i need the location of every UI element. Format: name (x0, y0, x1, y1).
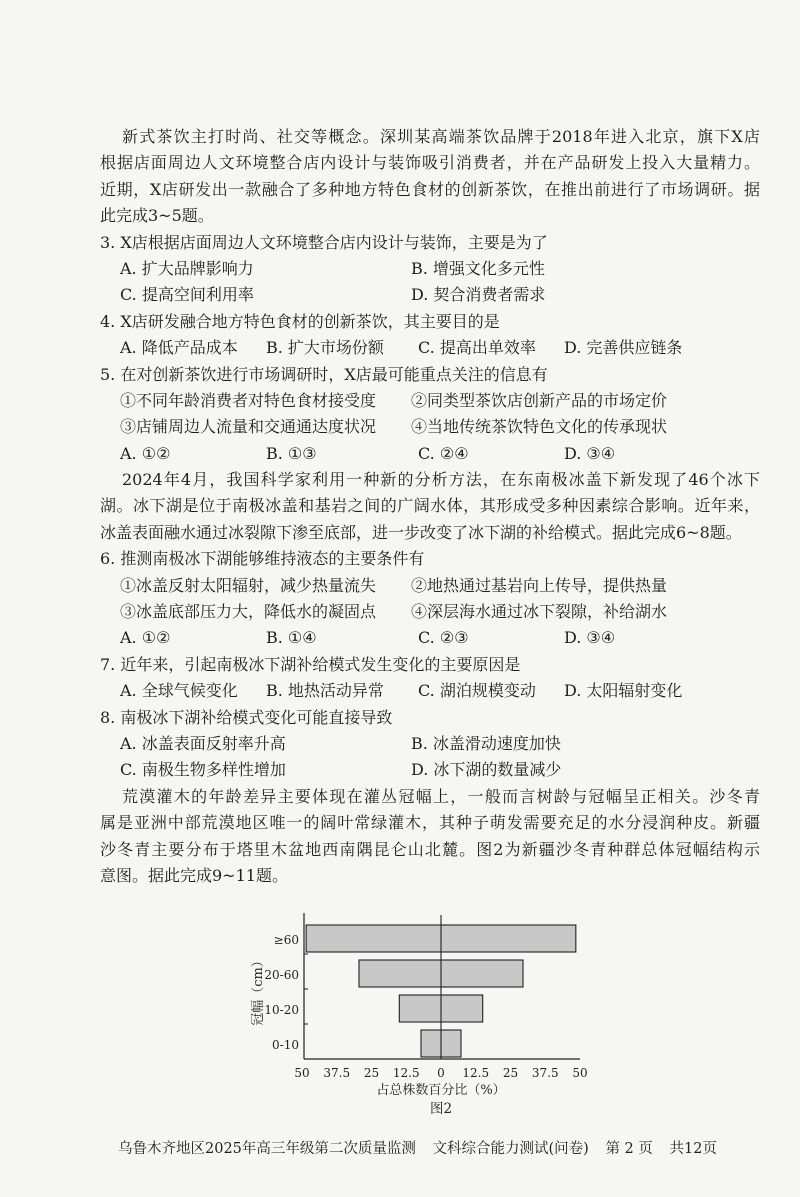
options-row (100, 757, 760, 783)
x-tick-label: 37.5 (531, 1066, 559, 1080)
x-axis-label: 占总株数百分比（%） (376, 1083, 506, 1098)
answer-option[interactable]: A. 冰盖表面反射率升高 (120, 733, 286, 753)
answer-option[interactable]: C. ②④ (418, 443, 469, 463)
x-tick-label: 12.5 (462, 1066, 490, 1080)
y-tick-label: 10-20 (264, 1003, 299, 1017)
passage-line: 冰盖表面融水通过冰裂隙下渗至底部，进一步改变了冰下湖的补给模式。据此完成6~8题。 (100, 522, 742, 542)
options-row (100, 282, 760, 308)
answer-option[interactable]: B. ①③ (266, 443, 317, 463)
statement-item: ①冰盖反射太阳辐射，减少热量流失 (120, 575, 377, 595)
options-row (100, 256, 760, 282)
y-tick-label: 20-60 (264, 968, 299, 982)
x-tick-label: 0 (437, 1066, 445, 1080)
answer-option[interactable]: C. 提高空间利用率 (120, 285, 254, 305)
options-row (100, 731, 760, 757)
question-stem: 6. 推测南极冰下湖能够维持液态的主要条件有 (100, 549, 425, 569)
y-tick-label: ≥60 (273, 933, 299, 947)
passage-line: 新式茶饮主打时尚、社交等概念。深圳某高端茶饮品牌于2018年进入北京，旗下X店 (122, 127, 760, 146)
bar-10-20 (399, 995, 482, 1022)
footer-subject: 文科综合能力测试(问卷) (432, 1141, 589, 1157)
statement-item: ①不同年龄消费者对特色食材接受度 (120, 390, 377, 410)
bar-≥60 (306, 925, 576, 952)
answer-option[interactable]: A. 降低产品成本 (120, 338, 238, 358)
statement-item: ③冰盖底部压力大，降低水的凝固点 (120, 602, 377, 622)
answer-option[interactable]: B. 增强文化多元性 (411, 258, 545, 278)
passage-line: 意图。据此完成9~11题。 (100, 865, 288, 885)
options-row (100, 335, 760, 361)
answer-option[interactable]: C. 南极生物多样性增加 (120, 760, 286, 780)
statement-row (100, 414, 760, 440)
statement-row (100, 573, 760, 599)
passage-line: 属是亚洲中部荒漠地区唯一的阔叶常绿灌木，其种子萌发需要充足的水分浸润种皮。新疆 (100, 813, 760, 833)
footer-page-number: 第 2 页 (605, 1141, 653, 1157)
statement-item: ④当地传统茶饮特色文化的传承现状 (411, 417, 668, 437)
options-row (100, 678, 760, 704)
answer-option[interactable]: B. ①④ (266, 628, 317, 648)
question-stem: 3. X店根据店面周边人文环境整合店内设计与装饰，主要是为了 (100, 232, 548, 252)
y-axis-label: 冠幅（cm） (251, 954, 266, 1026)
passage-line: 此完成3~5题。 (100, 206, 214, 226)
answer-option[interactable]: A. 扩大品牌影响力 (120, 258, 254, 278)
answer-option[interactable]: B. 冰盖滑动速度加快 (411, 733, 561, 753)
footer-exam-name: 乌鲁木齐地区2025年高三年级第二次质量监测 (118, 1141, 416, 1157)
footer-total-pages: 共12页 (669, 1141, 717, 1157)
answer-option[interactable]: B. 扩大市场份额 (266, 338, 384, 358)
page-footer (118, 1137, 729, 1158)
answer-option[interactable]: C. 湖泊规模变动 (418, 681, 536, 701)
answer-option[interactable]: D. 太阳辐射变化 (564, 681, 683, 701)
statement-item: ②同类型茶饮店创新产品的市场定价 (411, 390, 668, 410)
statement-row (100, 599, 760, 625)
passage-line: 沙冬青主要分布于塔里木盆地西南隅昆仑山北麓。图2为新疆沙冬青种群总体冠幅结构示 (100, 839, 760, 859)
x-tick-label: 37.5 (323, 1066, 351, 1080)
answer-option[interactable]: D. 冰下湖的数量减少 (411, 760, 562, 780)
exam-content (100, 124, 760, 889)
x-tick-label: 50 (294, 1066, 310, 1080)
answer-option[interactable]: A. ①② (120, 443, 171, 463)
answer-option[interactable]: A. ①② (120, 628, 171, 648)
x-tick-label: 25 (363, 1066, 380, 1080)
answer-option[interactable]: A. 全球气候变化 (120, 681, 238, 701)
passage-line: 根据店面周边人文环境整合店内设计与装饰吸引消费者，并在产品研发上投入大量精力。 (100, 153, 760, 173)
question-stem: 5. 在对创新茶饮进行市场调研时，X店最可能重点关注的信息有 (100, 364, 548, 384)
x-tick-label: 12.5 (392, 1066, 420, 1080)
bar-20-60 (359, 960, 523, 987)
options-row (100, 441, 760, 467)
y-tick-label: 0-10 (272, 1038, 299, 1052)
answer-option[interactable]: D. 契合消费者需求 (411, 285, 546, 305)
statement-item: ②地热通过基岩向上传导，提供热量 (411, 575, 668, 595)
passage-line: 2024年4月，我国科学家利用一种新的分析方法，在东南极冰盖下新发现了46个冰下 (122, 470, 760, 490)
figure-caption: 图2 (429, 1101, 453, 1117)
passage-line: 湖。冰下湖是位于南极冰盖和基岩之间的广阔水体，其形成受多种因素综合影响。近年来， (100, 496, 760, 516)
statement-item: ③店铺周边人流量和交通通达度状况 (120, 417, 377, 437)
statement-item: ④深层海水通过冰下裂隙，补给湖水 (411, 602, 668, 622)
answer-option[interactable]: D. 完善供应链条 (564, 338, 683, 358)
x-tick-label: 25 (502, 1066, 519, 1080)
options-row (100, 625, 760, 651)
answer-option[interactable]: D. ③④ (564, 443, 616, 463)
x-tick-label: 50 (572, 1066, 588, 1080)
statement-row (100, 388, 760, 414)
answer-option[interactable]: D. ③④ (564, 628, 616, 648)
answer-option[interactable]: B. 地热活动异常 (266, 681, 384, 701)
question-stem: 4. X店研发融合地方特色食材的创新茶饮，其主要目的是 (100, 311, 500, 331)
bar-0-10 (421, 1030, 461, 1057)
passage-line: 近期，X店研发出一款融合了多种地方特色食材的创新茶饮，在推出前进行了市场调研。据 (100, 179, 760, 199)
answer-option[interactable]: C. 提高出单效率 (418, 338, 536, 358)
question-stem: 8. 南极冰下湖补给模式变化可能直接导致 (100, 707, 393, 727)
question-stem: 7. 近年来，引起南极冰下湖补给模式发生变化的主要原因是 (100, 654, 521, 674)
answer-option[interactable]: C. ②③ (418, 628, 469, 648)
passage-line: 荒漠灌木的年龄差异主要体现在灌丛冠幅上，一般而言树龄与冠幅呈正相关。沙冬青 (122, 786, 760, 806)
